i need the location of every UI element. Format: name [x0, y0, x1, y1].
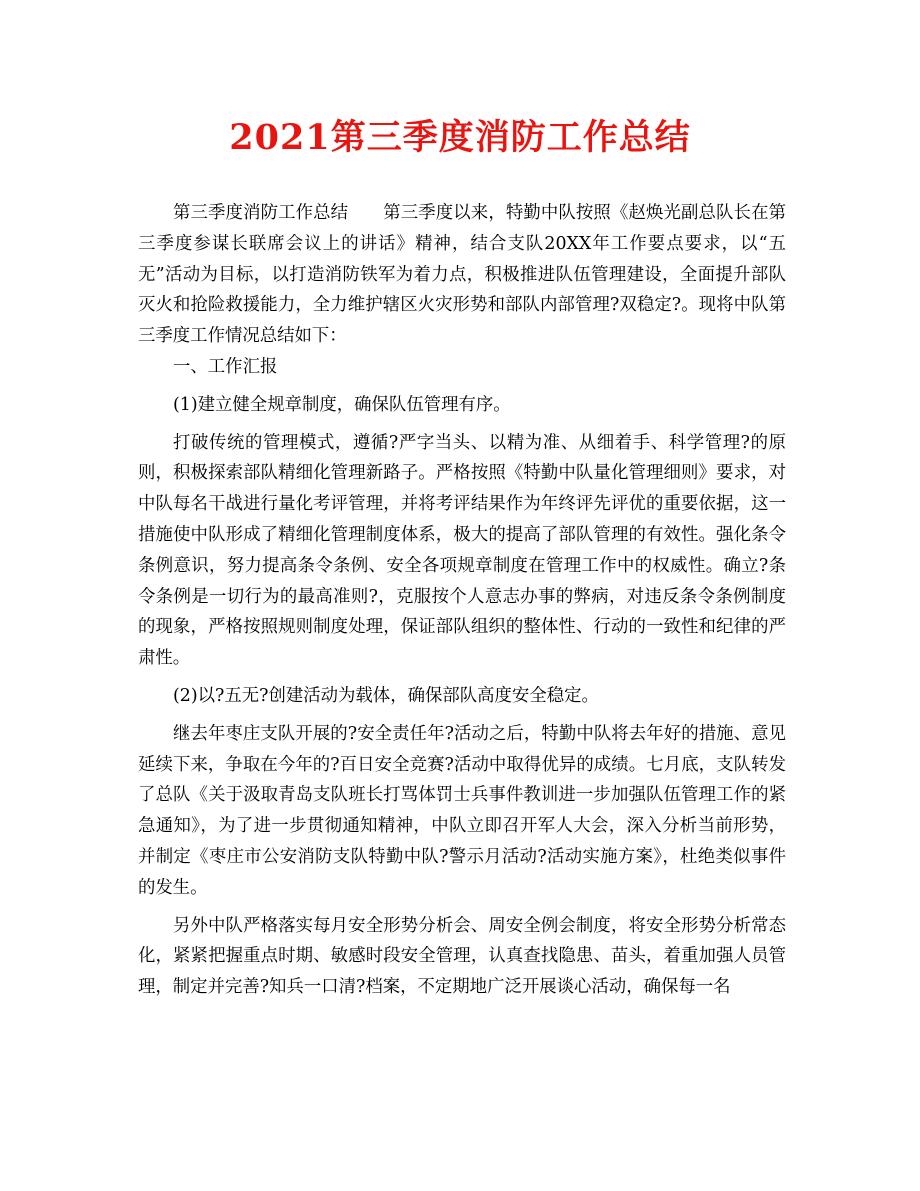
paragraph-safety-analysis: 另外中队严格落实每月安全形势分析会、周安全例会制度，将安全形势分析常态化，紧紧把握重点时期、敏感时段安全管理，认真查找隐患、苗头，着重加强人员管理，制定并完善?知兵一口清?档案，不定期地广泛开展谈心活动，确保每一名: [138, 915, 786, 998]
section-heading-work-report: 一、工作汇报: [173, 356, 278, 377]
intro-paragraph: 第三季度消防工作总结 第三季度以来，特勤中队按照《赵焕光副总队长在第三季度参谋长联席会议上的讲话》精神，结合支队20XX年工作要点要求，以“五无”活动为目标，以打造消防铁军为着力点，积极推进队伍管理建设，全面提升部队灭火和抢险救援能力，全力维护辖区火灾形势和部队内部管理?双稳定?。现将中队第三季度工作情况总结如下：: [138, 203, 786, 347]
paragraph-management-mode: 打破传统的管理模式，遵循?严字当头、以精为准、从细着手、科学管理?的原则，积极探索部队精细化管理新路子。严格按照《特勤中队量化管理细则》要求，对中队每名干战进行量化考评管理，并将考评结果作为年终评先评优的重要依据，这一措施使中队形成了精细化管理制度体系，极大的提高了部队管理的有效性。强化条令条例意识，努力提高条令条例、安全各项规章制度在管理工作中的权威性。确立?条令条例是一切行为的最高准则?，克服按个人意志办事的弊病，对违反条令条例制度的现象，严格按照规则制度处理，保证部队组织的整体性、行动的一致性和纪律的严肃性。: [138, 432, 786, 669]
document-title: 2021第三季度消防工作总结: [229, 117, 691, 158]
document-body: [138, 198, 786, 1003]
subheading-five-no-activity: (2)以?五无?创建活动为载体，确保部队高度安全稳定。: [173, 685, 599, 706]
paragraph-safety-activities: 继去年枣庄支队开展的?安全责任年?活动之后，特勤中队将去年好的措施、意见延续下来，争取在今年的?百日安全竞赛?活动中取得优异的成绩。七月底，支队转发了总队《关于汲取青岛支队班长打骂体罚士兵事件教训进一步加强队伍管理工作的紧急通知》，为了进一步贯彻通知精神，中队立即召开军人大会，深入分析当前形势，并制定《枣庄市公安消防支队特勤中队?警示月活动?活动实施方案》，杜绝类似事件的发生。: [138, 723, 786, 898]
subheading-rules-system: (1)建立健全规章制度，确保队伍管理有序。: [173, 394, 511, 415]
